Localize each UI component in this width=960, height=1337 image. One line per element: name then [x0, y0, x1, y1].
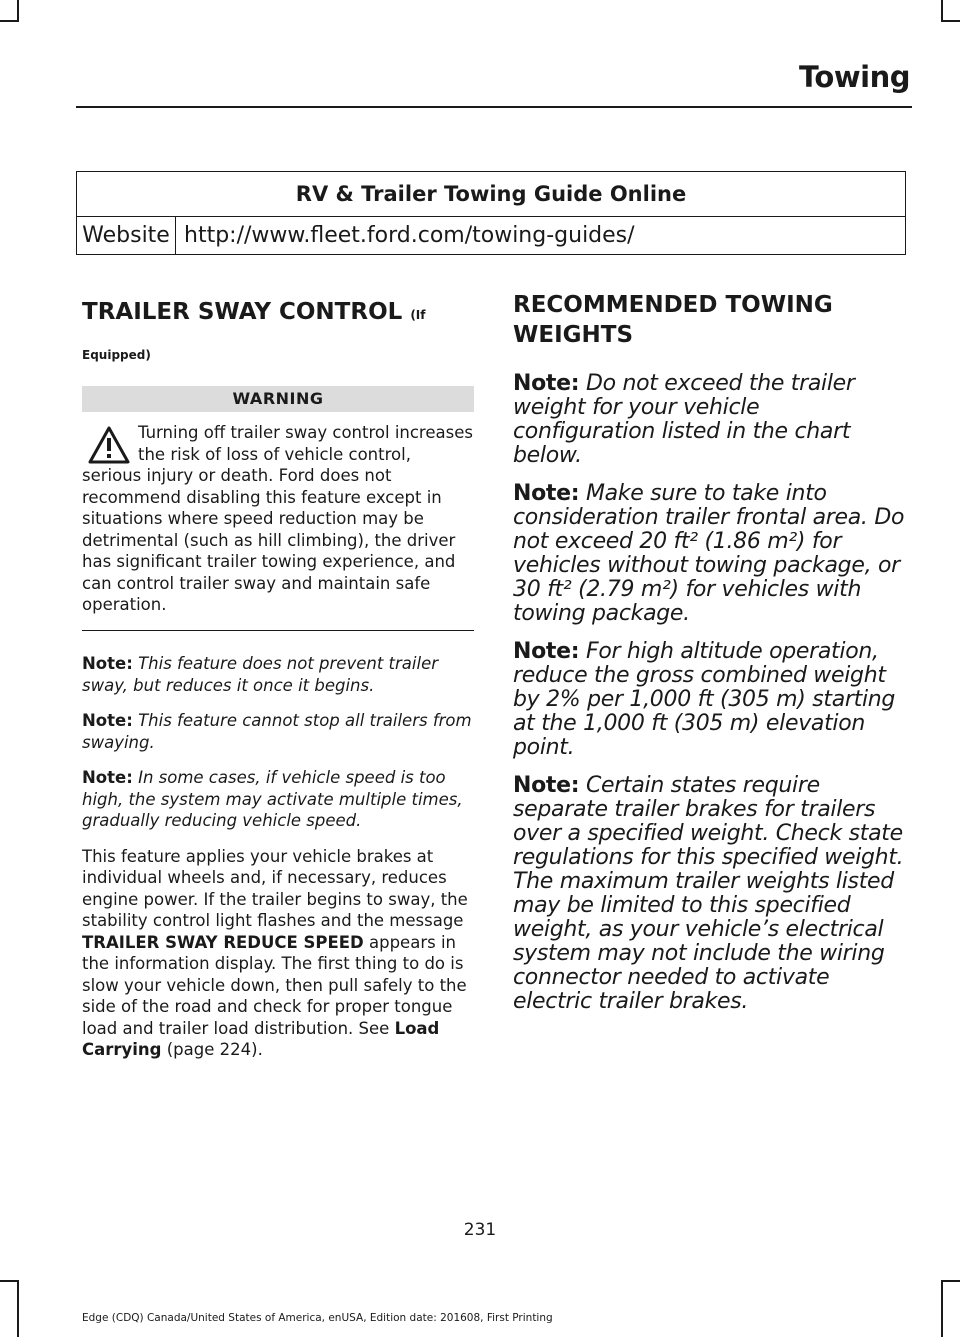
- crop-mark: [17, 1280, 19, 1337]
- note-label: Note:: [82, 711, 133, 730]
- note-item: [513, 372, 908, 468]
- note-item: [513, 482, 908, 626]
- note-item: [513, 640, 908, 760]
- display-message: TRAILER SWAY REDUCE SPEED: [82, 932, 364, 952]
- warning-text: Turning off trailer sway control increases the risk of loss of vehicle control, serious injury or death. Ford does not recommend disabling this feature except in situations where speed reduction may be detrimental (such as hill climbing), the driver has significant trailer towing experience, and can control trailer sway and maintain safe operation.: [82, 423, 473, 614]
- note-label: Note:: [513, 773, 580, 798]
- section-heading-trailer-sway: [82, 298, 474, 330]
- page-number: 231: [463, 1220, 497, 1240]
- note-label: Note:: [82, 654, 133, 673]
- note-text: In some cases, if vehicle speed is too high, the system may activate multiple times, gradually reducing vehicle speed.: [82, 768, 463, 830]
- table-title: RV & Trailer Towing Guide Online: [77, 172, 906, 217]
- table-row-label: Website: [77, 217, 176, 255]
- note-text: Do not exceed the trailer weight for your vehicle configuration listed in the chart below.: [513, 371, 855, 468]
- note-item: [82, 653, 474, 696]
- note-item: [82, 767, 474, 832]
- warning-label: WARNING: [82, 386, 474, 412]
- body-paragraph: [82, 846, 474, 1061]
- note-text: This feature does not prevent trailer sway, but reduces it once it begins.: [82, 654, 439, 695]
- warning-box: [82, 422, 474, 616]
- body-text: This feature applies your vehicle brakes at individual wheels and, if necessary, reduces engine power. If the trailer begins to sway, the stability control light flashes and the message: [82, 846, 468, 930]
- crop-mark: [0, 1280, 19, 1282]
- warning-triangle-icon: [88, 426, 130, 464]
- note-label: Note:: [513, 481, 580, 506]
- body-text: appears in the information display. The first thing to do is slow your vehicle down, then pull safely to the side of the road and check for proper tongue load and trailer load distribution. See: [82, 932, 467, 1038]
- crop-mark: [17, 0, 19, 22]
- note-item: [513, 774, 908, 1014]
- heading-text: TRAILER SWAY CONTROL: [82, 299, 403, 325]
- table-row: [77, 217, 906, 255]
- warning-rule: [82, 630, 474, 632]
- note-text: This feature cannot stop all trailers from swaying.: [82, 711, 472, 752]
- crop-mark: [0, 20, 19, 22]
- crop-mark: [941, 1280, 943, 1337]
- crop-mark: [941, 20, 960, 22]
- crop-mark: [941, 0, 943, 22]
- heading-equipped: Equipped): [82, 348, 151, 362]
- note-label: Note:: [513, 639, 580, 664]
- heading-suffix: (If: [410, 308, 426, 322]
- section-heading-towing-weights: RECOMMENDED TOWING WEIGHTS: [513, 292, 833, 348]
- page-title: Towing: [799, 60, 910, 94]
- crop-mark: [941, 1280, 960, 1282]
- note-text: For high altitude operation, reduce the gross combined weight by 2% per 1,000 ft (305 m) starting at the 1,000 ft (305 m) elevation point.: [513, 639, 896, 760]
- right-column: [513, 290, 908, 1014]
- note-item: [82, 710, 474, 753]
- header-rule: [76, 106, 912, 108]
- load-carrying-link[interactable]: Load Carrying: [82, 1018, 440, 1059]
- website-link[interactable]: http://www.fleet.ford.com/towing-guides/: [176, 217, 906, 255]
- page-reference: (page 224).: [166, 1040, 263, 1059]
- left-column: [82, 298, 474, 1061]
- footer-text: Edge (CDQ) Canada/United States of America, enUSA, Edition date: 201608, First Printing: [82, 1312, 553, 1324]
- note-text: Make sure to take into consideration trailer frontal area. Do not exceed 20 ft² (1.86 m²) for vehicles without towing package, or 30 ft² (2.79 m²) for vehicles with towing package.: [513, 481, 905, 626]
- towing-guide-table: [76, 171, 906, 255]
- note-label: Note:: [513, 371, 580, 396]
- note-label: Note:: [82, 768, 133, 787]
- note-text: Certain states require separate trailer brakes for trailers over a specified weight. Check state regulations for this specified weight. The maximum trailer weights listed may be limited to this specified weight, as your vehicle’s electrical system may not include the wiring connector needed to activate electric trailer brakes.: [513, 773, 904, 1014]
